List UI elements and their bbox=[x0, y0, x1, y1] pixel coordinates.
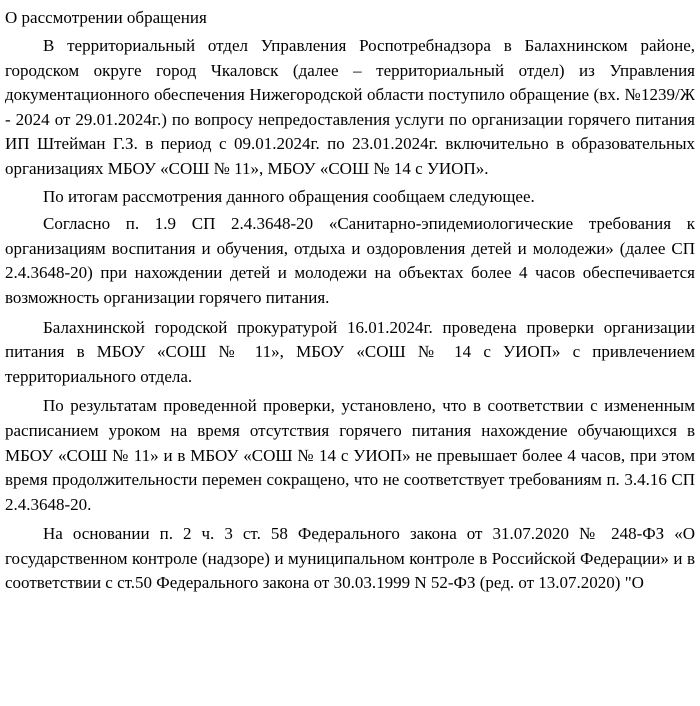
paragraph-prosecutor-check: Балахнинской городской прокуратурой 16.01.2024г. проведена проверки организации питания в МБОУ «СОШ № 11», МБОУ «СОШ № 14 с УИОП» с привлечением территориального отдела. bbox=[5, 317, 695, 386]
document-subject: О рассмотрении обращения bbox=[5, 8, 207, 27]
paragraph-legal-basis: На основании п. 2 ч. 3 ст. 58 Федерального закона от 31.07.2020 № 248-ФЗ «О государственном контроле (надзоре) и муниципальном контроле в Российской Федерации» и в соответствии с ст.50 Федерального закона от 30.03.1999 N 52-ФЗ (ред. от 13.07.2020) "О bbox=[5, 524, 695, 593]
document-body bbox=[5, 6, 695, 601]
paragraph-results-intro: По итогам рассмотрения данного обращения сообщаем следующее. bbox=[43, 186, 535, 206]
paragraph-appeal-intro: В территориальный отдел Управления Роспотребнадзора в Балахнинском районе, городском округе город Чкаловск (далее – территориальный отдел) из Управления документационного обеспечения Нижегородской области поступило обращение (вх. №1239/Ж - 2024 от 29.01.2024г.) по вопросу непредоставления услуги по организации горячего питания ИП Штейман Г.З. в период с 09.01.2024г. по 23.01.2024г. включительно в образовательных организациях МБОУ «СОШ № 11», МБОУ «СОШ № 14 с УИОП». bbox=[5, 36, 695, 178]
paragraph-check-results: По результатам проведенной проверки, установлено, что в соответствии с измененным расписанием уроком на время отсутствия горячего питания нахождение обучающихся в МБОУ «СОШ № 11» и в МБОУ «СОШ № 14 с УИОП» не превышает более 4 часов, при этом время продолжительности перемен сокращено, что не соответствует требованиям п. 3.4.16 СП 2.4.3648-20. bbox=[5, 396, 695, 514]
paragraph-regulation: Согласно п. 1.9 СП 2.4.3648-20 «Санитарно-эпидемиологические требования к организациям воспитания и обучения, отдыха и оздоровления детей и молодежи» (далее СП 2.4.3648-20) при нахождении детей и молодежи на объектах более 4 часов обеспечивается возможность организации горячего питания. bbox=[5, 214, 695, 307]
